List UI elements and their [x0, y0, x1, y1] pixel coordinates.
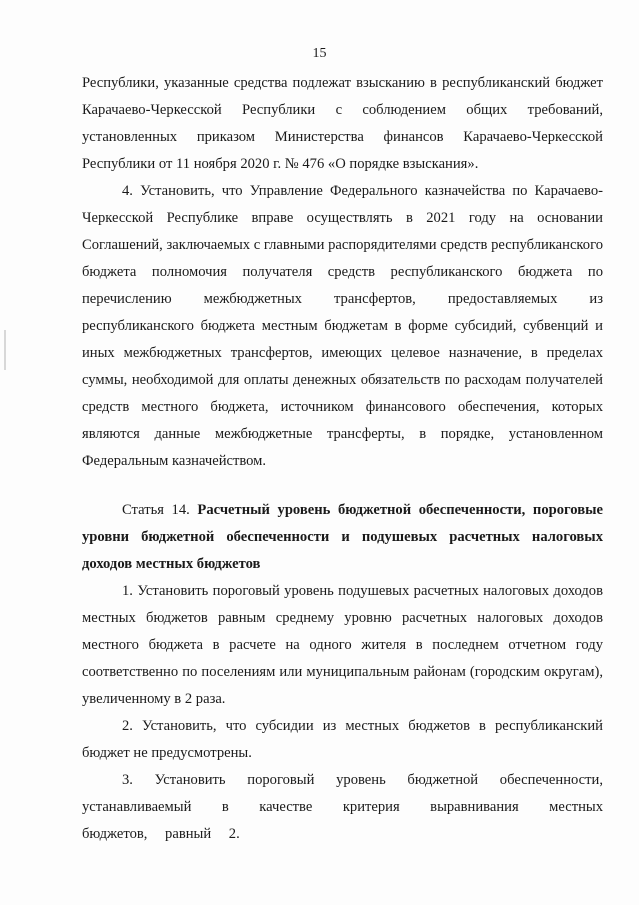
- continuation-paragraph: Республики, указанные средства подлежат взысканию в республиканский бюджет Карачаево-Черкесской Республики с соблюдением общих требований, установленных приказом Министерства финансов Карачаево-Черкесской Республики от 11 ноября 2020 г. № 476 «О порядке взыскания».: [82, 75, 603, 172]
- item-4-paragraph: 4. Установить, что Управление Федерального казначейства по Карачаево-Черкесской Республике вправе осуществлять в 2021 году на основании Соглашений, заключаемых с главными распорядителями средств республиканского бюджета полномочия получателя средств республиканского бюджета по перечислению межбюджетных трансфертов, предоставляемых из республиканского бюджета местным бюджетам в форме субсидий, субвенций и иных межбюджетных трансфертов, имеющих целевое назначение, в пределах суммы, необходимой для оплаты денежных обязательств по расходам получателей средств местного бюджета, источником финансового обеспечения, которых являются данные межбюджетные трансферты, в порядке, установленном Федеральным казначейством.: [82, 183, 603, 469]
- article-prefix: Статья 14.: [122, 502, 190, 518]
- article-item-3: 3. Установить пороговый уровень бюджетной обеспеченности, устанавливаемый в качестве критерия выравнивания местных бюджетов, равный 2.: [82, 772, 603, 842]
- article-title: Расчетный уровень бюджетной обеспеченности, пороговые уровни бюджетной обеспеченности и подушевых расчетных налоговых доходов местных бюджетов: [82, 502, 603, 572]
- page-number: 15: [312, 46, 327, 61]
- article-item-1: 1. Установить пороговый уровень подушевых расчетных налоговых доходов местных бюджетов равным среднему уровню расчетных налоговых доходов местного бюджета в расчете на одного жителя в последнем отчетном году соответственно по поселениям или муниципальным районам (городским округам), увеличенному в 2 раза.: [82, 583, 603, 707]
- article-heading: [82, 497, 603, 578]
- body-text: [82, 70, 603, 475]
- scan-edge-mark: [4, 330, 6, 370]
- article-14: [82, 497, 603, 848]
- article-item-2: 2. Установить, что субсидии из местных бюджетов в республиканский бюджет не предусмотрены.: [82, 718, 603, 761]
